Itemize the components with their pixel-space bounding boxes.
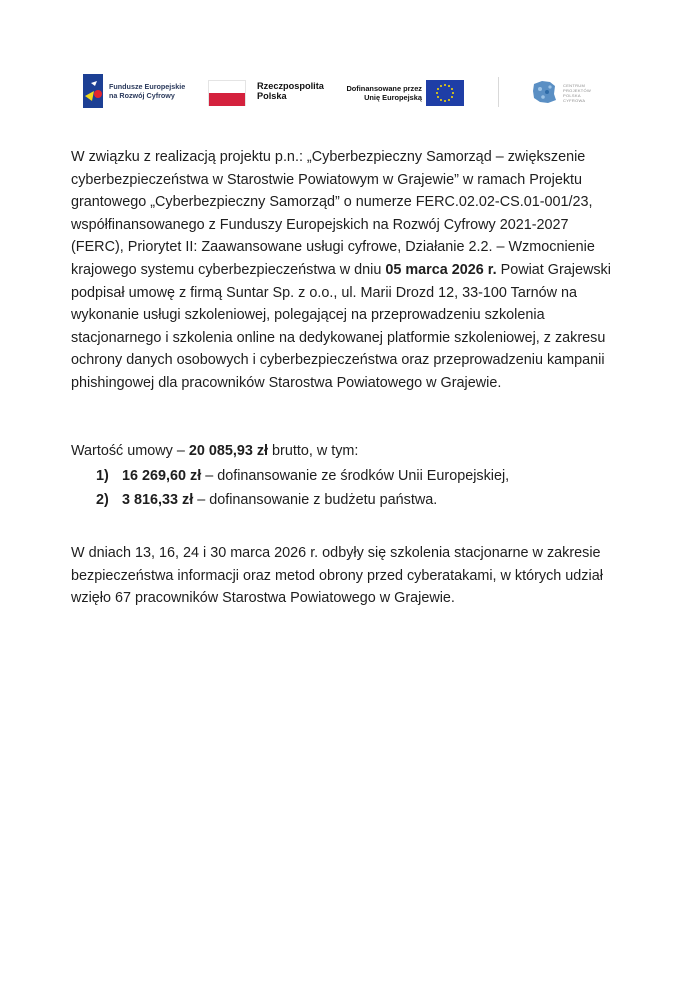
cppc-map-icon <box>530 78 558 106</box>
ferc-logo <box>83 72 203 112</box>
contract-amount: 20 085,93 zł <box>188 443 269 459</box>
ferc-line2: na Rozwój Cyfrowy <box>109 90 175 100</box>
text-line: grantowego „Cyberbezpieczny Samorząd” o numerze FERC.02.02-CS.01-001/23, <box>71 194 593 211</box>
text-segment: Powiat Grajewski <box>496 261 611 278</box>
text-line: podpisał umowę z firmą Suntar Sp. z o.o., ul. Marii Drozd 12, 33-100 Tarnów na <box>71 284 578 301</box>
funding-list <box>96 464 509 512</box>
rp-line1: Rzeczpospolita <box>257 81 324 91</box>
cppc-line3: POLSKA <box>563 93 581 98</box>
logo-divider <box>498 77 499 107</box>
funding-amount: 3 816,33 zł <box>122 492 194 508</box>
signing-date: 05 marca 2026 r. <box>385 261 497 278</box>
text-line: wykonanie usługi szkoleniowej, polegającej na przeprowadzeniu szkolenia <box>71 307 545 324</box>
text-line: stacjonarnego i szkolenia online na dedykowanej platformie szkoleniowej, z zakresu <box>71 329 606 346</box>
cppc-line1: CENTRUM <box>563 83 586 88</box>
rp-line2: Polska <box>257 90 287 101</box>
document-body <box>71 146 641 607</box>
text-line: (FERC), Priorytet II: Zaawansowane usługi cyfrowe, Działanie 2.2. – Wzmocnienie <box>71 239 595 256</box>
text-segment: brutto, w tym: <box>268 443 359 459</box>
funding-description: – dofinansowanie z budżetu państwa. <box>193 492 438 508</box>
text-line: ochrony danych osobowych i cyberbezpieczeństwa oraz przeprowadzeniu kampanii <box>71 352 605 369</box>
text-segment: Wartość umowy – <box>71 443 189 459</box>
list-number: 1) <box>96 468 109 484</box>
cppc-logo-text <box>563 83 591 103</box>
text-line <box>71 259 641 282</box>
ferc-emblem-icon <box>83 74 103 108</box>
text-line: wzięło 67 pracowników Starostwa Powiatowego w Grajewie. <box>71 590 455 607</box>
eu-line1: Dofinansowane przez <box>346 84 422 93</box>
paragraph-trainings <box>71 542 603 610</box>
eu-logo-text <box>346 84 422 102</box>
funding-amount: 16 269,60 zł <box>122 468 202 484</box>
list-item <box>96 464 509 488</box>
logo-bar <box>83 72 613 112</box>
funding-description: – dofinansowanie ze środków Unii Europejskiej, <box>201 468 510 484</box>
text-line: phishingowej dla pracowników Starostwa Powiatowego w Grajewie. <box>71 374 502 391</box>
list-number: 2) <box>96 492 109 508</box>
text-line: cyberbezpieczeństwa w Starostwie Powiatowym w Grajewie” w ramach Projektu <box>71 171 583 188</box>
ferc-logo-text <box>109 83 185 100</box>
ferc-line1: Fundusze Europejskie <box>109 82 186 91</box>
text-segment: krajowego systemu cyberbezpieczeństwa w dniu <box>71 261 386 278</box>
polish-flag-icon <box>208 80 246 106</box>
text-line: W związku z realizacją projektu p.n.: „Cyberbezpieczny Samorząd – zwiększenie <box>71 149 586 165</box>
paragraph-project <box>71 146 641 395</box>
list-item <box>96 488 509 512</box>
text-line: W dniach 13, 16, 24 i 30 marca 2026 r. odbyły się szkolenia stacjonarne w zakresie <box>71 545 601 561</box>
rp-logo-text <box>257 82 324 101</box>
eu-line2: Unię Europejską <box>364 93 422 102</box>
text-line: bezpieczeństwa informacji oraz metod obrony przed cyberatakami, w których udział <box>71 567 603 584</box>
cppc-line4: CYFROWA <box>563 98 586 103</box>
cppc-line2: PROJEKTÓW <box>563 88 592 93</box>
text-line: współfinansowanego z Funduszy Europejskich na Rozwój Cyfrowy 2021-2027 <box>71 216 569 233</box>
contract-value <box>71 440 358 463</box>
eu-flag-icon <box>426 80 464 106</box>
